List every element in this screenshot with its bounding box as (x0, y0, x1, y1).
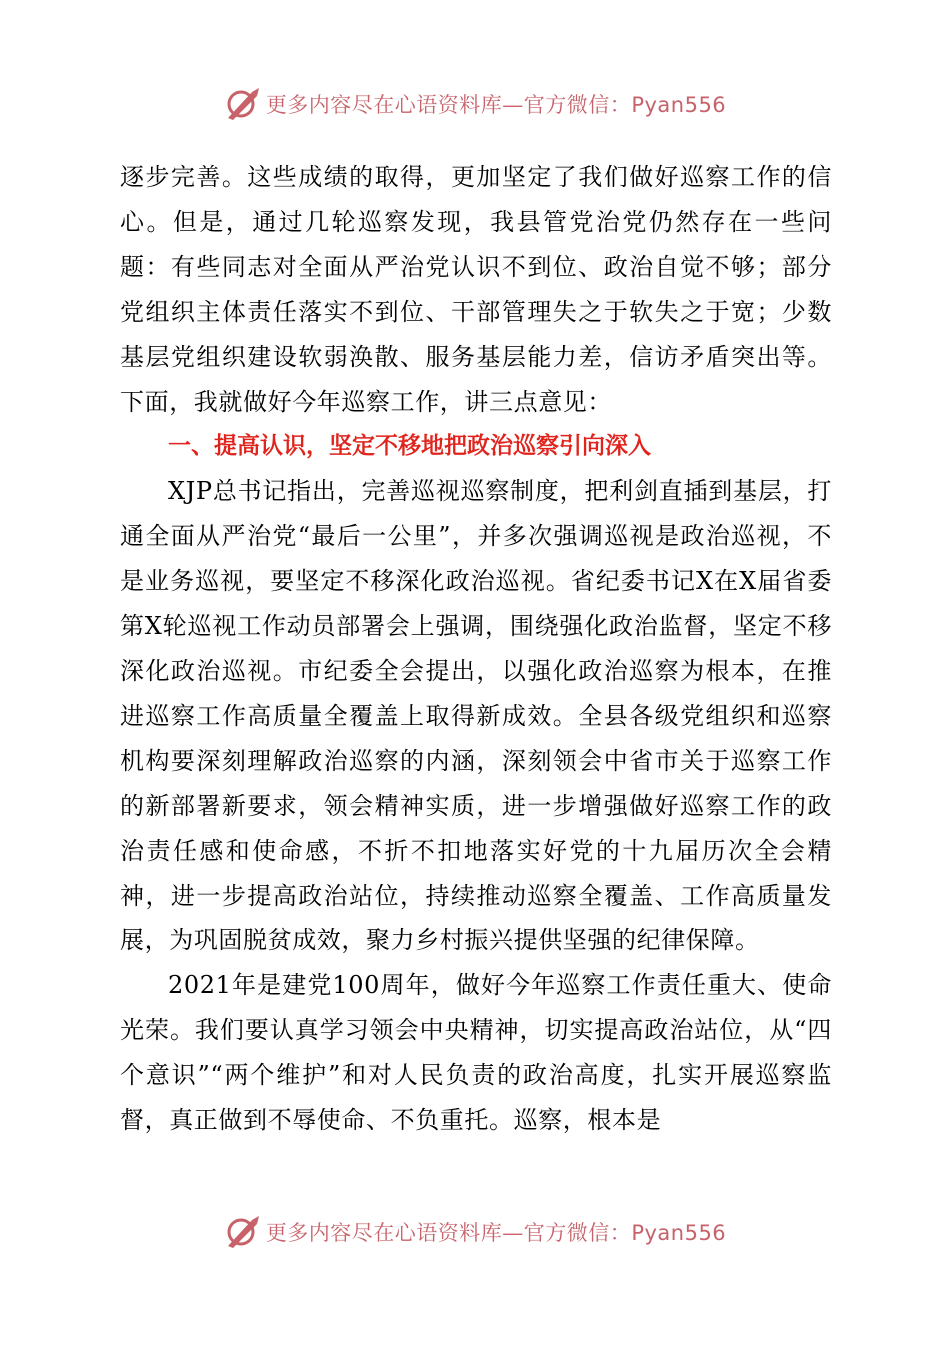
document-body (120, 155, 832, 1143)
wechat-id: Pyan556 (631, 93, 727, 117)
paragraph-intro: 逐步完善。这些成绩的取得，更加坚定了我们做好巡察工作的信心。但是，通过几轮巡察发现，我县管党治党仍然存在一些问题：有些同志对全面从严治党认识不到位、政治自觉不够；部分党组织主体责任落实不到位、干部管理失之于软失之于宽；少数基层党组织建设软弱涣散、服务基层能力差，信访矛盾突出等。下面，我就做好今年巡察工作，讲三点意见： (120, 163, 832, 416)
footer-banner (0, 1212, 950, 1252)
header-banner (0, 84, 950, 124)
banner-text: 更多内容尽在心语资料库—官方微信：Pyan556 (265, 1221, 727, 1245)
banner-text: 更多内容尽在心语资料库—官方微信：Pyan556 (265, 93, 727, 117)
section-heading-1: 一、提高认识，坚定不移地把政治巡察引向深入 (168, 433, 651, 460)
pen-logo-icon (224, 1215, 262, 1249)
pen-logo-icon (224, 87, 262, 121)
paragraph-2021: 2021年是建党100周年，做好今年巡察工作责任重大、使命光荣。我们要认真学习领会中央精神，切实提高政治站位，从“四个意识”“两个维护”和对人民负责的政治高度，扎实开展巡察监督，真正做到不辱使命、不负重托。巡察，根本是 (120, 971, 832, 1135)
wechat-id: Pyan556 (631, 1221, 727, 1245)
paragraph-xjp: XJP总书记指出，完善巡视巡察制度，把利剑直插到基层，打通全面从严治党“最后一公里”，并多次强调巡视是政治巡视，不是业务巡视，要坚定不移深化政治巡视。省纪委书记X在X届省委第X轮巡视工作动员部署会上强调，围绕强化政治监督，坚定不移深化政治巡视。市纪委全会提出，以强化政治巡察为根本，在推进巡察工作高质量全覆盖上取得新成效。全县各级党组织和巡察机构要深刻理解政治巡察的内涵，深刻领会中省市关于巡察工作的新部署新要求，领会精神实质，进一步增强做好巡察工作的政治责任感和使命感，不折不扣地落实好党的十九届历次全会精神，进一步提高政治站位，持续推动巡察全覆盖、工作高质量发展，为巩固脱贫成效，聚力乡村振兴提供坚强的纪律保障。 (120, 477, 832, 955)
